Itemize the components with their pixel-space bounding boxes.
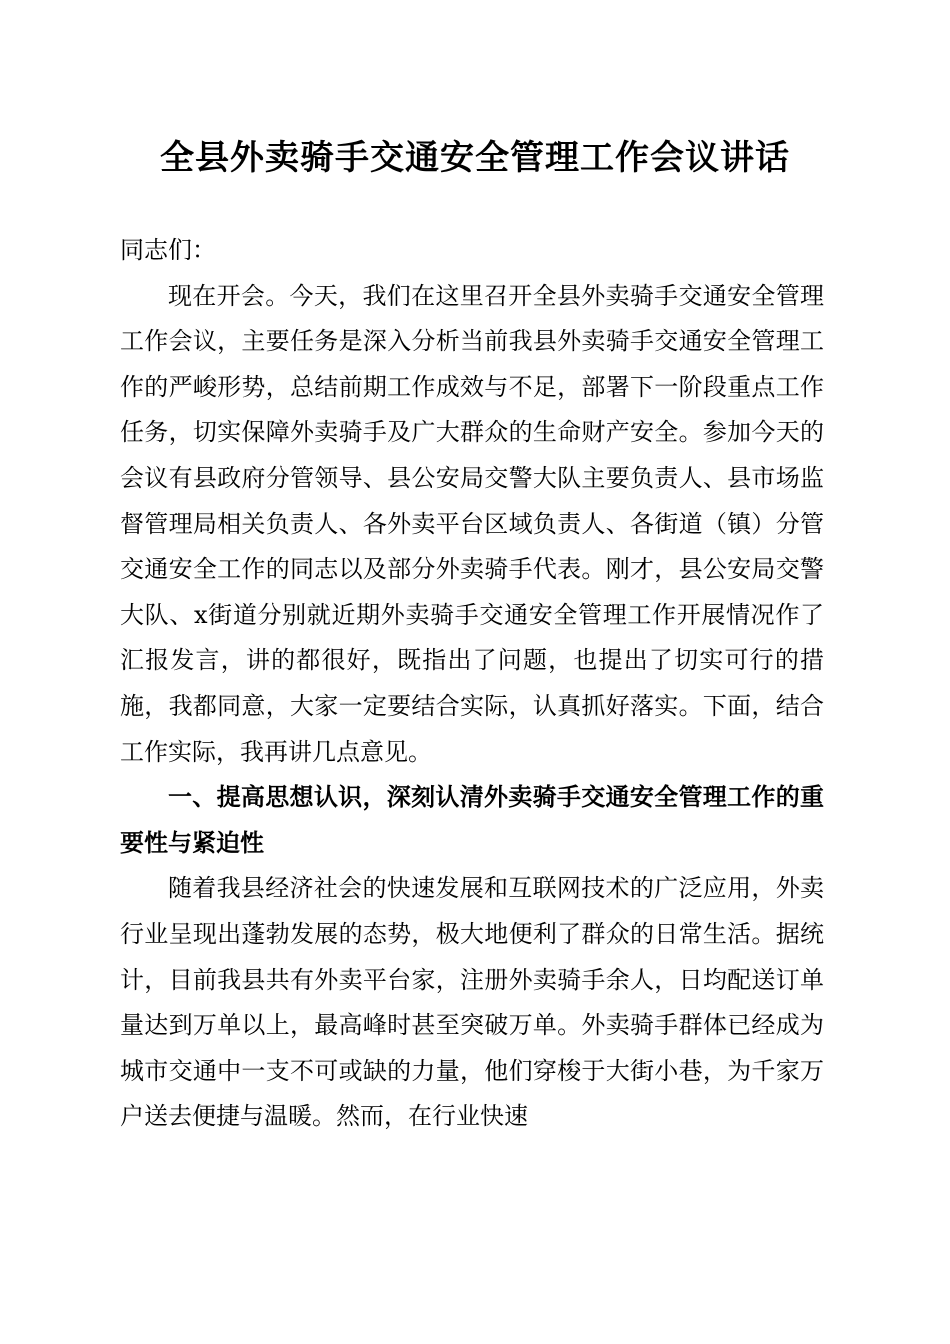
opening-paragraph: 现在开会。今天，我们在这里召开全县外卖骑手交通安全管理工作会议，主要任务是深入分析当前我县外卖骑手交通安全管理工作的严峻形势，总结前期工作成效与不足，部署下一阶段重点工作任务，切实保障外卖骑手及广大群众的生命财产安全。参加今天的会议有县政府分管领导、县公安局交警大队主要负责人、县市场监督管理局相关负责人、各外卖平台区域负责人、各街道（镇）分管交通安全工作的同志以及部分外卖骑手代表。刚才，县公安局交警大队、x街道分别就近期外卖骑手交通安全管理工作开展情况作了汇报发言，讲的都很好，既指出了问题，也提出了切实可行的措施，我都同意，大家一定要结合实际，认真抓好落实。下面，结合工作实际，我再讲几点意见。 — [120, 281, 824, 766]
section-paragraph: 随着我县经济社会的快速发展和互联网技术的广泛应用，外卖行业呈现出蓬勃发展的态势，极大地便利了群众的日常生活。据统计，目前我县共有外卖平台家，注册外卖骑手余人，日均配送订单量达到万单以上，最高峰时甚至突破万单。外卖骑手群体已经成为城市交通中一支不可或缺的力量，他们穿梭于大街小巷，为千家万户送去便捷与温暖。然而，在行业快速 — [120, 874, 824, 1131]
document-body — [120, 228, 824, 1140]
document-title: 全县外卖骑手交通安全管理工作会议讲话 — [160, 138, 790, 178]
section-heading: 一、提高思想认识，深刻认清外卖骑手交通安全管理工作的重要性与紧迫性 — [120, 783, 824, 857]
salutation: 同志们： — [120, 236, 216, 264]
